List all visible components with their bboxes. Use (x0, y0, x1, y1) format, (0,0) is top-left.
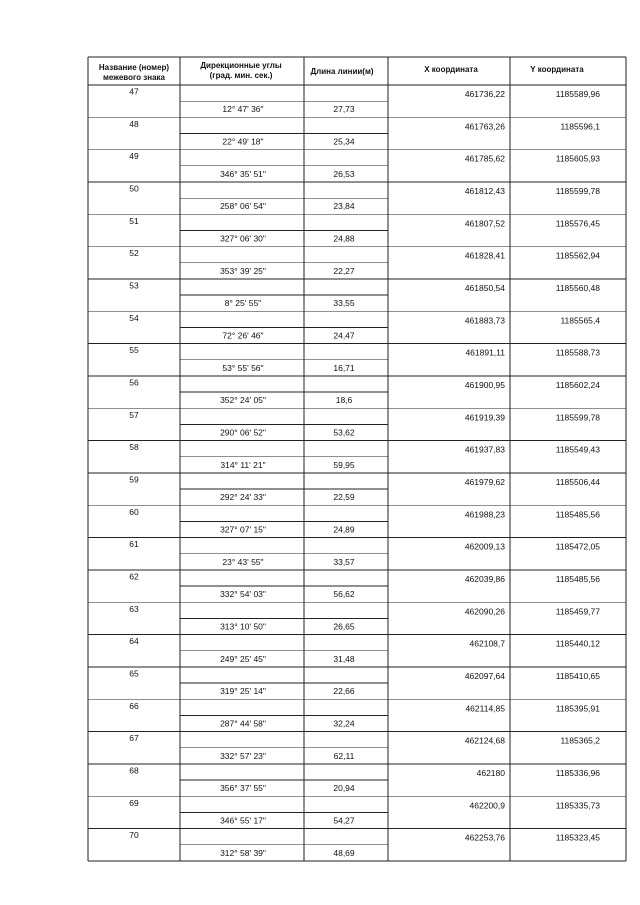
direction-angle: 22° 49' 18" (222, 136, 264, 147)
x-coordinate: 461807,52 (464, 218, 505, 229)
point-name: 49 (129, 151, 139, 162)
direction-angle: 332° 54' 03" (220, 589, 266, 600)
direction-angle: 8° 25' 55" (224, 298, 262, 309)
x-coordinate: 462124,68 (464, 735, 505, 746)
point-name: 70 (129, 830, 139, 841)
x-coordinate: 461979,62 (464, 476, 505, 487)
direction-angle: 249° 25' 45" (220, 653, 266, 664)
direction-angle: 346° 35' 51" (220, 168, 266, 179)
x-coordinate: 461828,41 (464, 250, 505, 261)
line-length: 33,57 (333, 556, 355, 567)
point-name: 63 (129, 603, 139, 614)
x-coordinate: 461736,22 (464, 89, 505, 99)
x-coordinate: 461919,39 (464, 412, 505, 423)
line-length: 59,95 (333, 459, 355, 470)
point-name: 58 (129, 442, 139, 453)
y-coordinate: 1185562,94 (555, 250, 600, 261)
x-coordinate: 462114,85 (465, 703, 505, 714)
x-coordinate: 461883,73 (464, 315, 505, 326)
direction-angle: 72° 26' 46" (222, 330, 264, 341)
line-length: 26,65 (333, 621, 355, 632)
line-length: 31,48 (333, 653, 355, 664)
y-coordinate: 1185549,43 (555, 444, 600, 455)
y-coordinate: 1185365,2 (560, 735, 600, 746)
y-coordinate: 1185472,05 (555, 541, 600, 552)
point-name: 68 (129, 765, 139, 776)
y-coordinate: 1185589,96 (555, 89, 600, 99)
y-coordinate: 1185599,78 (555, 185, 600, 196)
x-coordinate: 461785,62 (464, 153, 505, 164)
x-coordinate: 461900,95 (464, 379, 505, 390)
point-name: 47 (129, 86, 139, 97)
point-name: 60 (129, 506, 139, 517)
y-coordinate: 1185323,45 (555, 832, 600, 843)
direction-angle: 23° 43' 55" (222, 556, 264, 567)
point-name: 56 (129, 377, 139, 388)
y-coordinate: 1185560,48 (555, 282, 600, 293)
direction-angle: 332° 57' 23" (220, 750, 266, 761)
x-coordinate: 462039,86 (464, 573, 505, 584)
direction-angle: 258° 06' 54" (220, 201, 266, 212)
header-length: Длина линии(м) (310, 67, 374, 76)
y-coordinate: 1185605,93 (555, 153, 600, 164)
y-coordinate: 1185588,73 (555, 347, 600, 358)
x-coordinate: 461891,11 (465, 347, 505, 358)
direction-angle: 312° 58' 39" (220, 847, 266, 858)
line-length: 24,89 (333, 524, 355, 535)
point-name: 64 (129, 636, 139, 647)
line-length: 26,53 (333, 168, 355, 179)
header-angle-line2: (град. мин. сек.) (209, 71, 273, 80)
point-name: 61 (129, 539, 139, 550)
y-coordinate: 1185410,65 (555, 670, 600, 681)
x-coordinate: 461988,23 (464, 509, 505, 520)
y-coordinate: 1185565,4 (560, 315, 600, 326)
direction-angle: 12° 47' 36" (222, 104, 264, 115)
point-name: 55 (129, 345, 139, 356)
line-length: 20,94 (333, 783, 355, 794)
direction-angle: 327° 06' 30" (220, 233, 266, 244)
y-coordinate: 1185395,91 (555, 703, 600, 714)
line-length: 18,6 (335, 395, 353, 406)
x-coordinate: 461763,26 (464, 121, 505, 132)
y-coordinate: 1185506,44 (555, 476, 600, 487)
x-coordinate: 462108,7 (469, 638, 505, 649)
point-name: 48 (129, 118, 139, 129)
x-coordinate: 462200,9 (469, 800, 505, 811)
direction-angle: 313° 10' 50" (220, 621, 266, 632)
header-angle-line1: Дирекционные углы (200, 61, 282, 70)
line-length: 24,47 (333, 330, 355, 341)
y-coordinate: 1185485,56 (555, 573, 600, 584)
point-name: 62 (129, 571, 139, 582)
point-name: 66 (129, 700, 139, 711)
point-name: 65 (129, 668, 139, 679)
line-length: 56,62 (333, 589, 355, 600)
x-coordinate: 462253,76 (464, 832, 505, 843)
y-coordinate: 1185576,45 (555, 218, 600, 229)
x-coordinate: 462090,26 (464, 606, 505, 617)
header-y-coordinate: Y координата (530, 65, 584, 74)
point-name: 53 (129, 280, 139, 291)
x-coordinate: 461937,83 (464, 444, 505, 455)
x-coordinate: 461812,43 (464, 185, 505, 196)
x-coordinate: 461850,54 (464, 282, 505, 293)
y-coordinate: 1185440,12 (555, 638, 600, 649)
line-length: 16,71 (333, 362, 355, 373)
point-name: 57 (129, 409, 139, 420)
y-coordinate: 1185335,73 (555, 800, 600, 811)
direction-angle: 346° 55' 17" (220, 815, 266, 826)
direction-angle: 352° 24' 05" (220, 395, 266, 406)
line-length: 22,59 (333, 492, 355, 503)
x-coordinate: 462180 (476, 767, 505, 778)
point-name: 67 (129, 733, 139, 744)
direction-angle: 290° 06' 52" (220, 427, 266, 438)
x-coordinate: 462097,64 (464, 670, 505, 681)
direction-angle: 292° 24' 33" (220, 492, 266, 503)
y-coordinate: 1185336,96 (555, 767, 600, 778)
point-name: 59 (129, 474, 139, 485)
line-length: 54,27 (333, 815, 355, 826)
direction-angle: 287° 44' 58" (220, 718, 266, 729)
y-coordinate: 1185459,77 (555, 606, 600, 617)
direction-angle: 356° 37' 55" (220, 783, 266, 794)
line-length: 25,34 (333, 136, 355, 147)
header-name-line2: межевого знака (102, 73, 166, 82)
point-name: 51 (129, 215, 139, 226)
y-coordinate: 1185599,78 (555, 412, 600, 423)
table-grid (88, 57, 626, 861)
line-length: 48,69 (333, 847, 355, 858)
line-length: 33,55 (333, 298, 355, 309)
y-coordinate: 1185485,56 (555, 509, 600, 520)
point-name: 54 (129, 312, 139, 323)
direction-angle: 353° 39' 25" (220, 265, 266, 276)
table-body (129, 87, 600, 858)
line-length: 22,66 (333, 686, 355, 697)
y-coordinate: 1185602,24 (555, 379, 600, 390)
table-header (99, 61, 584, 82)
direction-angle: 53° 55' 56" (222, 362, 264, 373)
direction-angle: 327° 07' 15" (220, 524, 266, 535)
y-coordinate: 1185596,1 (560, 121, 600, 132)
point-name: 52 (129, 248, 139, 259)
line-length: 22,27 (333, 265, 355, 276)
point-name: 69 (129, 797, 139, 808)
line-length: 23,84 (333, 201, 355, 212)
line-length: 24,88 (333, 233, 355, 244)
line-length: 27,73 (333, 104, 355, 115)
line-length: 62,11 (333, 750, 355, 761)
direction-angle: 319° 25' 14" (220, 686, 266, 697)
line-length: 32,24 (333, 718, 355, 729)
point-name: 50 (129, 183, 139, 194)
header-x-coordinate: X координата (424, 65, 478, 74)
line-length: 53,62 (333, 427, 355, 438)
header-name-line1: Название (номер) (98, 63, 170, 72)
x-coordinate: 462009,13 (464, 541, 505, 552)
direction-angle: 314° 11' 21" (220, 459, 266, 470)
